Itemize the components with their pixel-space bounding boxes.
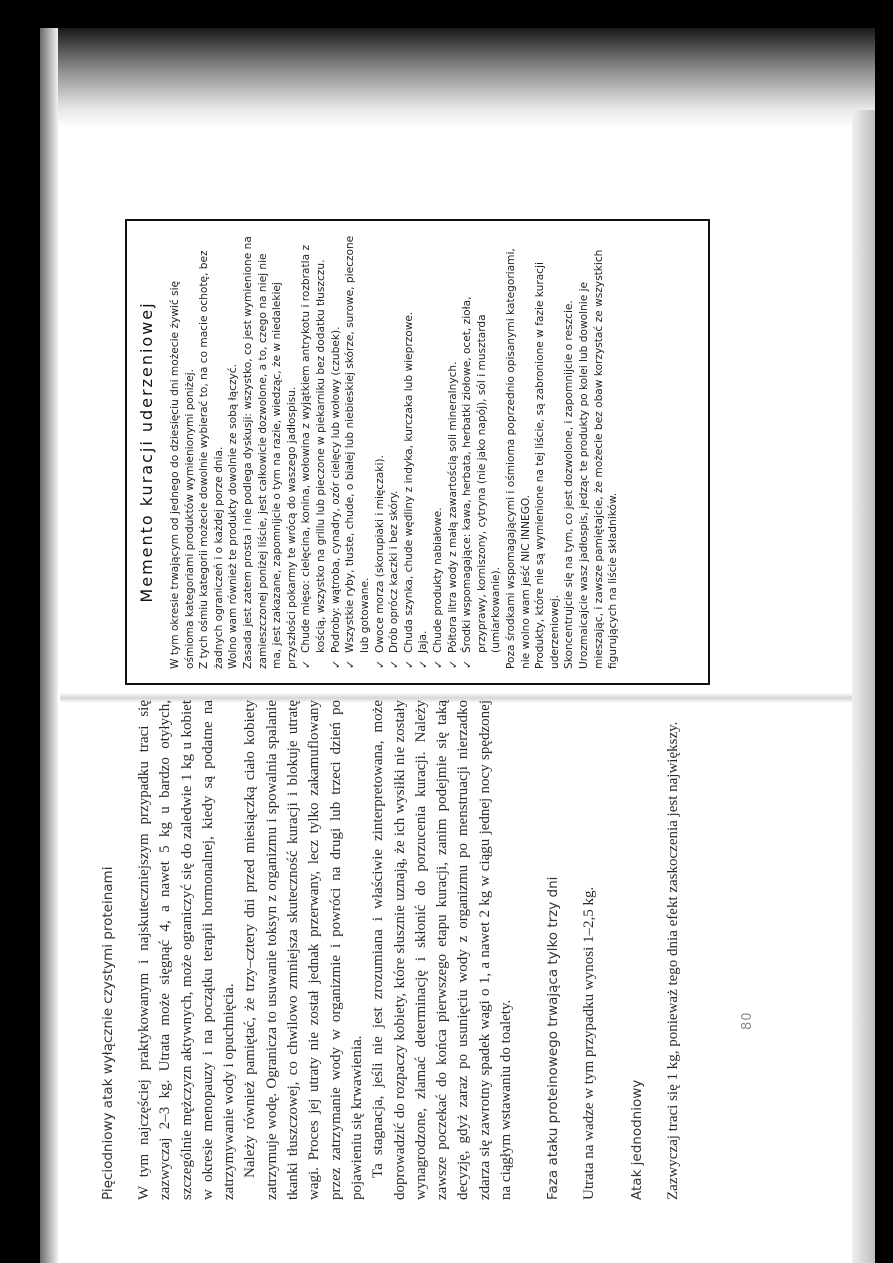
list-item: ✓ Podroby: wątroba, cynadry, ozór cielęcy lub wołowy (czubek).	[329, 326, 343, 669]
section-heading-five-day: Pięciodniowy atak wyłącznie czystymi proteinami	[100, 866, 116, 1200]
memento-outro-2: Produkty, które nie są wymienione na tej liście, są zabronione w fazie kuracji uderzeniowej.	[534, 262, 561, 669]
list-item: ✓ Półtora litra wody z małą zawartością soli mineralnych.	[446, 361, 460, 669]
scan-shadow-left	[40, 28, 58, 1263]
memento-intro-2: Z tych ośmiu kategorii możecie dowolnie wybierać to, na co macie ochotę, bez żadnych ograniczeń i o każdej porze dnia.	[198, 250, 225, 669]
page-number: 80	[740, 1011, 755, 1030]
memento-box	[125, 219, 710, 685]
section-heading-one-day: Atak jednodniowy	[628, 1079, 645, 1200]
check-icon: ✓	[461, 659, 475, 669]
memento-outro-4: Urozmaicajcie wasz jadłospis, jedząc te produkty po kolei lub dowolnie je mieszając, i zawsze pamiętajcie, że możecie bez obaw korzystać ze wszystkich figurujących na liście składników.	[578, 249, 620, 669]
scan-border-left	[0, 0, 40, 1263]
paragraph-1: W tym najczęściej praktykowanym i najskuteczniejszym przypadku traci się zazwyczaj 2–3 kg. Utrata może sięgnąć 4, a nawet 5 kg u bardzo otyłych, szczególnie mężczyzn aktywnych, może ograniczyć się do zaledwie 1 kg u kobiet w okresie menopauzy i na początku terapii hormonalnej, kiedy są podatne na zatrzymywanie wody i opuchnięcia.	[136, 700, 238, 1200]
scan-border-top	[0, 0, 893, 28]
memento-title: Memento kuracji uderzeniowej	[137, 301, 156, 603]
check-icon: ✓	[446, 659, 460, 669]
check-icon: ✓	[344, 659, 358, 669]
check-icon: ✓	[388, 659, 402, 669]
list-item: ✓ Jaja.	[417, 630, 431, 669]
left-page	[100, 700, 740, 1200]
check-icon: ✓	[329, 659, 343, 669]
memento-outro-3: Skoncentrujcie się na tym, co jest dozwolone, i zapomnijcie o reszcie.	[563, 300, 576, 669]
check-icon: ✓	[300, 659, 314, 669]
list-item: ✓ Środki wspomagające: kawa, herbata, herbatki ziołowe, ocet, zioła, przyprawy, korniszony, cytryna (nie jako napój), sól i musztarda (umiarkowanie).	[461, 296, 503, 669]
memento-outro-1: Poza środkami wspomagającymi i ośmioma poprzednio opisanymi kategoriami, nie wolno wam jeść NIC INNEGO.	[505, 248, 532, 669]
list-item: ✓ Chuda szynka, chude wędliny z indyka, kurczaka lub wieprzowe.	[402, 311, 416, 669]
check-icon: ✓	[373, 659, 387, 669]
list-item: ✓ Chude mięso: cielęcina, konina, wołowina z wyjątkiem antrykotu i rozbratla z kością, wszystko na grillu lub pieczone w piekarniku bez dodatku tłuszczu.	[300, 244, 328, 669]
check-icon: ✓	[402, 659, 416, 669]
memento-intro-3: Wolno wam również te produkty dowolnie ze sobą łączyć.	[227, 363, 240, 669]
check-icon: ✓	[431, 659, 445, 669]
list-item: ✓ Chude produkty nabiałowe.	[431, 507, 445, 669]
check-icon: ✓	[417, 659, 431, 669]
paragraph-2: Należy również pamiętać, że trzy–cztery dni przed miesiączką ciało kobiety zatrzymuje wodę. Ogranicza to usuwanie toksyn z organizmu i spowalnia spalanie tkanki tłuszczowej, co chwilowo zmniejsza skuteczność kuracji i blokuje utratę wagi. Proces jej utraty nie został jednak przerwany, lecz tylko zakamuflowany przez zatrzymanie wody w organizmie i powróci na drugi lub trzeci dzień po pojawieniu się krwawienia.	[242, 700, 365, 1200]
scan-border-right	[875, 0, 893, 1263]
memento-intro-4: Zasada jest zatem prosta i nie podlega dyskusji: wszystko, co jest wymienione na zamieszczonej poniżej liście, jest całkowicie dozwolone, a to, czego na niej nie ma, jest zakazane, zapomnijcie o tym na razie, wiedząc, że w niedalekiej przyszłości pokarmy te wrócą do waszego jadłospisu.	[242, 236, 298, 669]
scan-edge-right	[852, 110, 875, 1263]
paragraph-4: Utrata na wadze w tym przypadku wynosi 1–2,5 kg.	[581, 886, 598, 1200]
rotated-book-spread	[60, 110, 840, 1220]
list-item: ✓ Owoce morza (skorupiaki i mięczaki).	[373, 455, 387, 669]
paragraph-3: Ta stagnacja, jeśli nie jest zrozumiana i właściwie zinterpretowana, może doprowadzić do rozpaczy kobiety, które słusznie uznają, że ich wysiłki nie zostały wynagrodzone, złamać determinację i skłonić do porzucenia kuracji. Należy zawsze poczekać do końca pierwszego etapu kuracji, zanim podejmie się taką decyzję, gdyż zaraz po usunięciu wody z organizmu po menstruacji nierzadko zdarza się zawrotny spadek wagi o 1, a nawet 2 kg w ciągu jednej nocy spędzonej na ciągłym wstawaniu do toalety.	[370, 700, 515, 1200]
section-heading-three-day: Faza ataku proteinowego trwająca tylko trzy dni	[545, 876, 562, 1200]
list-item: ✓ Drób oprócz kaczki i bez skóry.	[388, 490, 402, 669]
list-item: ✓ Wszystkie ryby, tłuste, chude, o białej lub niebieskiej skórze, surowe, pieczone lub gotowane.	[344, 235, 371, 669]
memento-intro-1: W tym okresie trwającym od jednego do dziesięciu dni możecie żywić się ośmioma kategoriami produktów wymienionymi poniżej.	[169, 280, 196, 669]
memento-list	[299, 235, 504, 669]
paragraph-5: Zazwyczaj traci się 1 kg, ponieważ tego dnia efekt zaskoczenia jest największy.	[664, 721, 681, 1200]
